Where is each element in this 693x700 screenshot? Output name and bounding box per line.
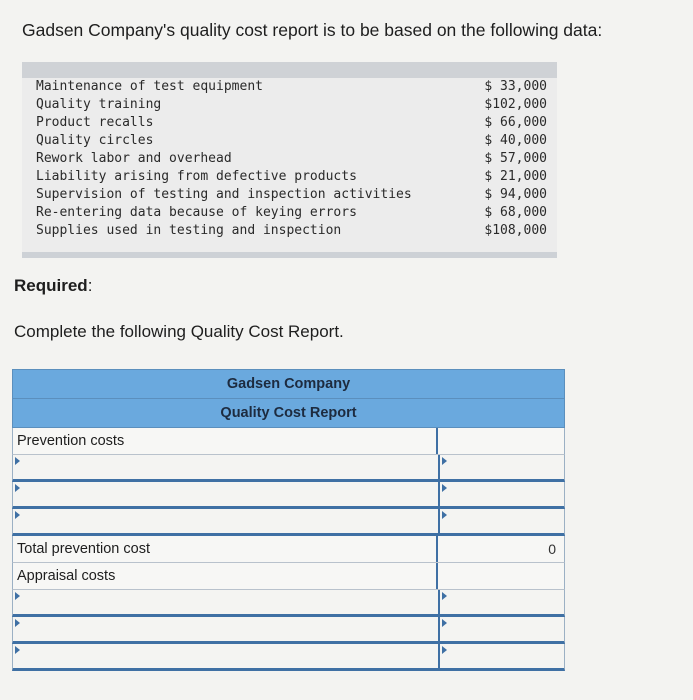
prevention-amount-input[interactable] [440,482,564,506]
data-amount: $ 94,000 [484,187,547,202]
data-row [36,168,547,186]
data-amount: $ 40,000 [484,133,547,148]
required-colon: : [87,276,93,295]
appraisal-entry-row [12,644,565,671]
data-label: Quality circles [36,133,154,148]
dropdown-marker-icon [442,646,447,654]
data-label: Rework labor and overhead [36,151,232,166]
prevention-amount-input[interactable] [440,509,564,533]
cost-data-box [22,62,557,258]
prevention-entry-row [12,455,565,482]
dropdown-marker-icon [442,484,447,492]
total-prevention-value: 0 [548,541,556,557]
data-row [36,222,547,240]
report-company-header: Gadsen Company [12,369,565,399]
dropdown-marker-icon [15,511,20,519]
appraisal-entry-row [12,617,565,644]
appraisal-item-input[interactable] [13,590,440,614]
prevention-amount-input[interactable] [440,455,564,479]
required-word: Required [14,276,88,295]
appraisal-item-input[interactable] [13,617,440,641]
data-label: Product recalls [36,115,154,130]
prevention-entry-row [12,509,565,536]
data-row [36,114,547,132]
data-amount: $ 21,000 [484,169,547,184]
data-label: Quality training [36,97,162,112]
total-prevention-row [12,536,565,563]
appraisal-costs-row [12,563,565,590]
dropdown-marker-icon [15,457,20,465]
data-row [36,186,547,204]
total-prevention-label: Total prevention cost [13,536,438,562]
report-title-header: Quality Cost Report [12,399,565,428]
data-row [36,96,547,114]
dropdown-marker-icon [15,619,20,627]
data-amount: $102,000 [484,97,547,112]
appraisal-entry-row [12,590,565,617]
data-box-top-bar [22,62,557,78]
prevention-costs-amount-cell [438,428,564,454]
required-label [14,276,92,296]
data-label: Maintenance of test equipment [36,79,263,94]
dropdown-marker-icon [442,511,447,519]
appraisal-amount-input[interactable] [440,644,564,668]
dropdown-marker-icon [15,646,20,654]
prevention-entry-row [12,482,565,509]
data-amount: $ 33,000 [484,79,547,94]
data-amount: $ 57,000 [484,151,547,166]
data-amount: $108,000 [484,223,547,238]
prevention-item-input[interactable] [13,482,440,506]
dropdown-marker-icon [442,619,447,627]
data-row [36,78,547,96]
quality-cost-report-table [12,369,565,671]
instruction-text: Complete the following Quality Cost Report. [14,322,344,341]
data-amount: $ 68,000 [484,205,547,220]
prevention-costs-label: Prevention costs [13,428,438,454]
dropdown-marker-icon [442,592,447,600]
appraisal-costs-label: Appraisal costs [13,563,438,589]
problem-heading: Gadsen Company's quality cost report is to be based on the following data: [22,20,603,40]
data-label: Liability arising from defective products [36,169,357,184]
data-row [36,204,547,222]
data-box-bottom-bar [22,252,557,258]
cost-data-list [36,78,547,240]
prevention-item-input[interactable] [13,455,440,479]
data-amount: $ 66,000 [484,115,547,130]
dropdown-marker-icon [442,457,447,465]
dropdown-marker-icon [15,484,20,492]
data-label: Re-entering data because of keying errors [36,205,357,220]
appraisal-item-input[interactable] [13,644,440,668]
appraisal-costs-amount-cell [438,563,564,589]
dropdown-marker-icon [15,592,20,600]
data-row [36,150,547,168]
appraisal-amount-input[interactable] [440,590,564,614]
appraisal-amount-input[interactable] [440,617,564,641]
data-row [36,132,547,150]
data-label: Supervision of testing and inspection activities [36,187,412,202]
prevention-item-input[interactable] [13,509,440,533]
data-label: Supplies used in testing and inspection [36,223,342,238]
prevention-costs-row [12,428,565,455]
